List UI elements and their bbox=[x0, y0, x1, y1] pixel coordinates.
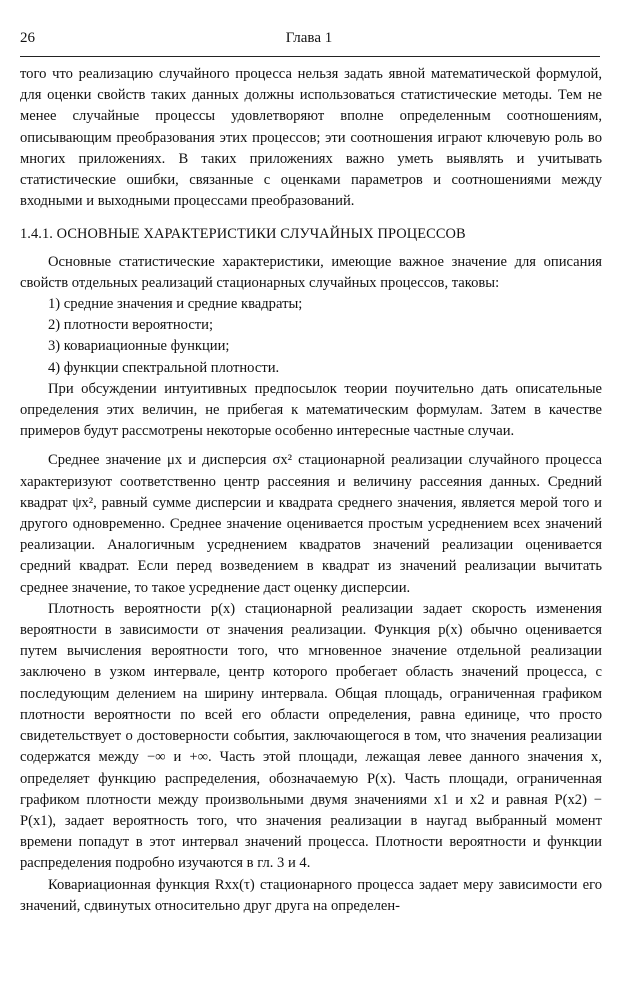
page-number: 26 bbox=[20, 30, 35, 46]
list-item: 3) ковариационные функции; bbox=[48, 338, 230, 355]
paragraph-mean-variance: Среднее значение μx и дисперсия σx² стационарной реализации случайного процесса характеризуют соответственно центр рассеяния и величину рассеяния данных. Средний квадрат ψx², равный сумме дисперсии и квадрата среднего значения, является мерой того и другого одновременно. Среднее значение оценивается простым усреднением всех значений реализации. Аналогичным усреднением квадратов значений реализации оценивается средний квадрат. Если перед возведением в квадрат из значений реализации вычитать среднее значение, то такое усреднение даст оценку дисперсии. bbox=[20, 452, 602, 596]
page-body bbox=[20, 64, 602, 917]
paragraph-covariance: Ковариационная функция Rxx(τ) стационарного процесса задает меру зависимости его значений, сдвинутых относительно друг друга на определен- bbox=[20, 876, 602, 914]
paragraph-discussion: При обсуждении интуитивных предпосылок теории поучительно дать описательные определения этих величин, не прибегая к математическим формулам. Затем в качестве примеров будут рассмотрены некоторые особенно интересные частные случаи. bbox=[20, 380, 602, 440]
list-item: 2) плотности вероятности; bbox=[48, 317, 214, 334]
list-item: 4) функции спектральной плотности. bbox=[48, 359, 280, 376]
paragraph-probability-density: Плотность вероятности p(x) стационарной реализации задает скорость изменения вероятности в зависимости от значения реализации. Функция p(x) обычно оценивается путем вычисления вероятности того, что мгновенное значение отдельной реализации заключено в узком интервале, центр которого пробегает область значений процесса, с последующим делением на ширину интервала. Общая площадь, ограниченная графиком плотности вероятности по всей его области определения, равна единице, что просто свидетельствует о достоверности события, заключающегося в том, что значения реализации содержатся между −∞ и +∞. Часть этой площади, лежащая левее данного значения x, определяет функцию распределения, обозначаемую P(x). Часть площади, ограниченная графиком плотности между произвольными двумя значениями x1 и x2 и равная P(x2) − P(x1), задает вероятность того, что значения реализации в наугад выбранный момент времени попадут в этот интервал значений процесса. Плотности вероятности и функции распределения подробно изучаются в гл. 3 и 4. bbox=[20, 600, 602, 872]
paragraph-intro: того что реализацию случайного процесса нельзя задать явной математической формулой, для оценки свойств таких данных должны использоваться статистические методы. Тем не менее случайные процессы удовлетворяют вполне определенным соотношениям, описывающим преобразования этих процессов; эти соотношения играют ключевую роль во многих приложениях. В таких приложениях важно уметь выявлять и учитывать статистические ошибки, связанные с оценками параметров и соотношениями между входными и выходными процессами преобразований. bbox=[20, 66, 602, 210]
running-head: Глава 1 bbox=[285, 30, 333, 46]
list-item: 1) средние значения и средние квадраты; bbox=[48, 296, 303, 313]
section-heading: 1.4.1. ОСНОВНЫЕ ХАРАКТЕРИСТИКИ СЛУЧАЙНЫХ ПРОЦЕССОВ bbox=[20, 226, 466, 243]
characteristics-list bbox=[20, 294, 602, 379]
page-header bbox=[20, 30, 598, 52]
paragraph-basic-characteristics: Основные статистические характеристики, имеющие важное значение для описания свойств отдельных реализаций стационарных случайных процессов, таковы: bbox=[20, 253, 602, 291]
header-rule bbox=[20, 56, 600, 57]
